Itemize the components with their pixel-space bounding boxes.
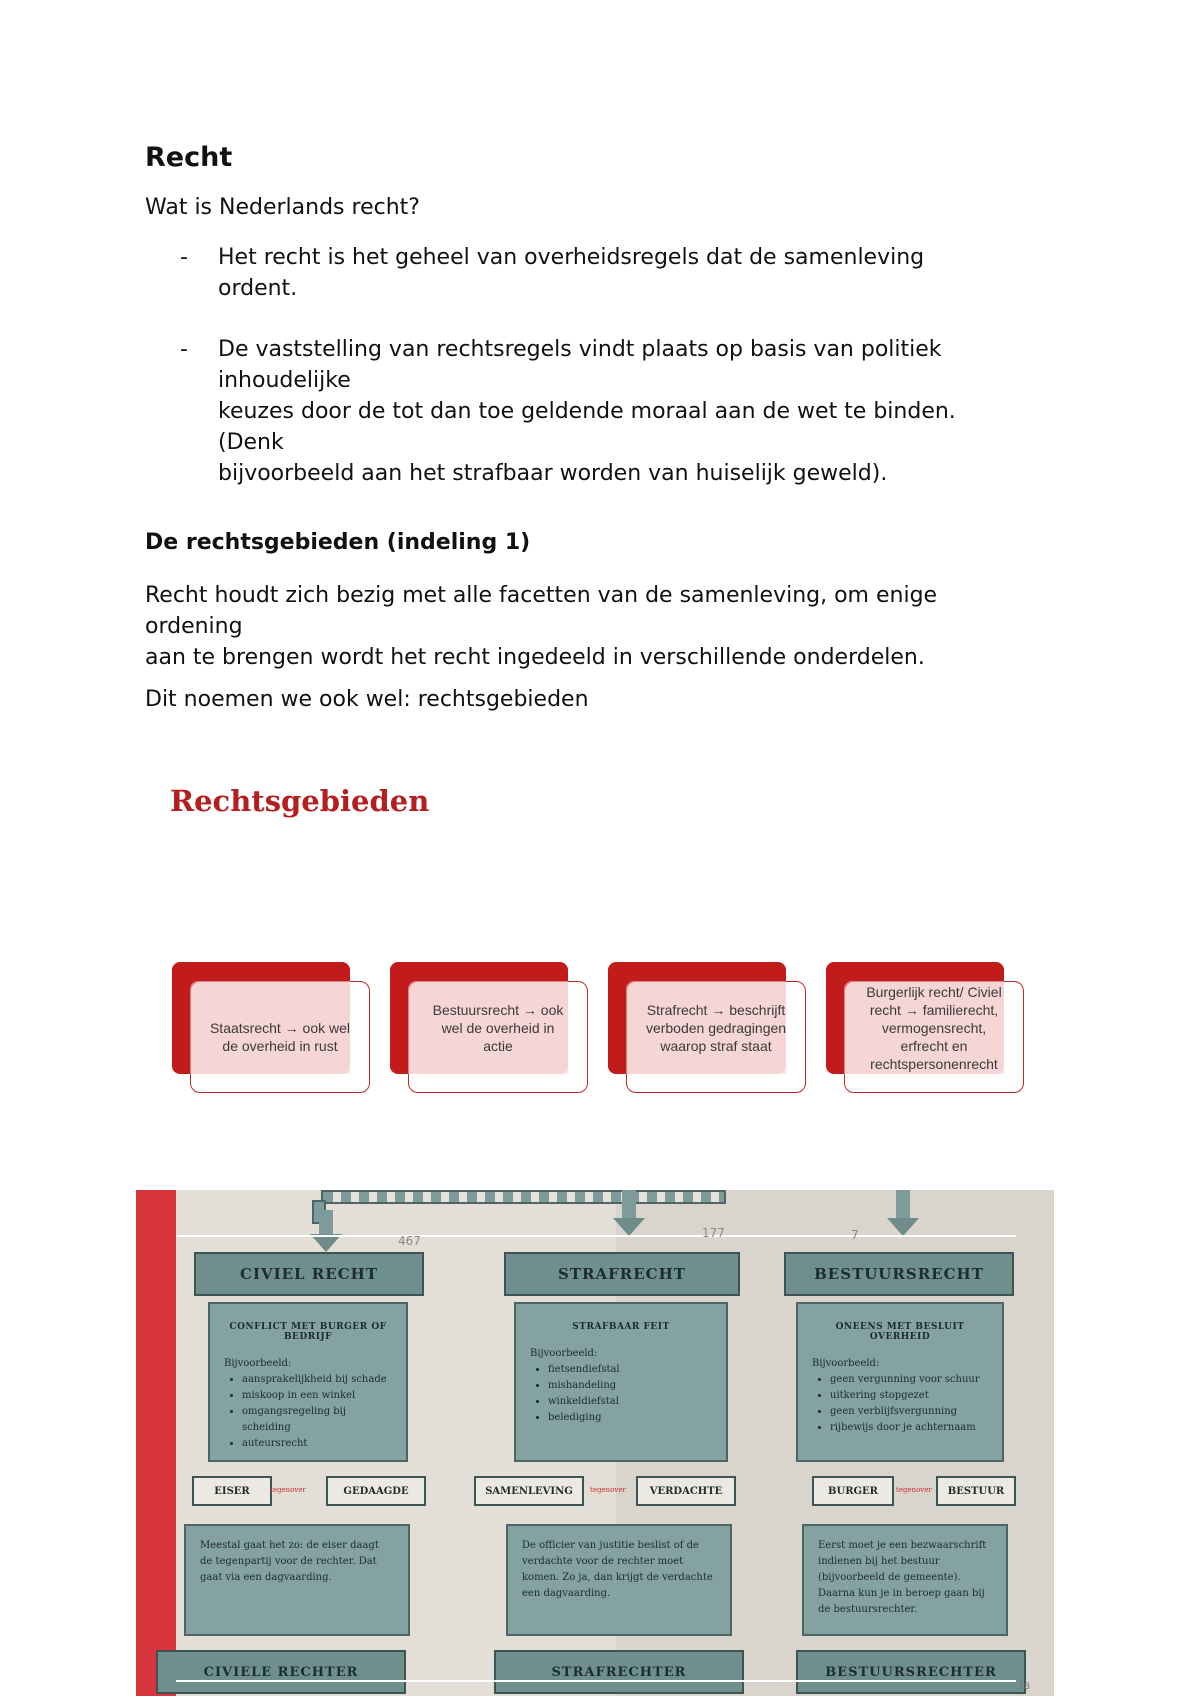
list-item: • auteursrecht: [242, 1436, 392, 1452]
bullet-item: [218, 242, 1118, 304]
procedure-panel: Eerst moet je een bezwaarschrift indienen bij het bestuur (bijvoorbeeld de gemeente). Daarna kun je in beroep gaan bij de bestuursrechter.: [802, 1524, 1008, 1636]
example-label: Bijvoorbeeld:: [224, 1358, 292, 1369]
rechtsgebieden-slide: [150, 770, 1050, 1110]
card-line: Strafrecht → beschrijft: [646, 1002, 786, 1018]
bullet-line: (Denk: [218, 430, 284, 455]
bullet-line: bijvoorbeeld aan het strafbaar worden van huiselijk geweld).: [218, 461, 888, 486]
card-line: actie: [483, 1038, 513, 1054]
party-left: SAMENLEVING: [474, 1476, 584, 1506]
bullet-line: Het recht is het geheel van overheidsregels dat de samenleving: [218, 245, 925, 270]
list-item: • omgangsregeling bij scheiding: [242, 1404, 392, 1436]
panel-title: CONFLICT MET BURGER OF BEDRIJF: [229, 1322, 387, 1342]
party-right: GEDAAGDE: [326, 1476, 426, 1506]
card-line: de overheid in rust: [222, 1038, 338, 1054]
connector-bar: [321, 1190, 726, 1204]
example-list: [812, 1372, 988, 1436]
bullet-item: [218, 334, 1118, 489]
list-item: • uitkering stopgezet: [830, 1388, 988, 1404]
court-banner: STRAFRECHTER: [494, 1650, 744, 1694]
intro-paragraph: [145, 580, 937, 673]
red-book-edge: [136, 1190, 176, 1696]
list-item: • aansprakelijkheid bij schade: [242, 1372, 392, 1388]
intro-line: Recht houdt zich bezig met alle facetten van de samenleving, om enige: [145, 583, 938, 608]
card-text: [630, 981, 802, 1093]
card-strafrecht: [608, 962, 808, 1094]
page-mark: 177: [702, 1226, 725, 1240]
card-bestuursrecht: [390, 962, 590, 1094]
intro-last-line: Dit noemen we ook wel: rechtsgebieden: [145, 687, 589, 712]
card-line: erfrecht en: [900, 1038, 968, 1054]
versus-label: tegenover: [590, 1486, 626, 1494]
panel-title: STRAFBAAR FEIT: [572, 1322, 670, 1332]
procedure-panel: Meestal gaat het zo: de eiser daagt de tegenpartij voor de rechter. Dat gaat via een dagvaarding.: [184, 1524, 410, 1636]
page-number: 18: [1018, 1682, 1030, 1692]
party-right: VERDACHTE: [636, 1476, 736, 1506]
card-line: vermogensrecht,: [881, 1020, 987, 1036]
example-list: [224, 1372, 392, 1452]
list-item: • geen verblijfsvergunning: [830, 1404, 988, 1420]
column-title-banner: STRAFRECHT: [504, 1252, 740, 1296]
arrow-down-icon: [622, 1190, 636, 1218]
intro-line: aan te brengen wordt het recht ingedeeld in verschillende onderdelen.: [145, 645, 925, 670]
card-burgerlijk-recht: [826, 962, 1026, 1094]
scan-line: [176, 1235, 1016, 1237]
column-panel: [208, 1302, 408, 1462]
page-mark: 7: [851, 1228, 859, 1242]
card-line: recht → familierecht,: [869, 1002, 999, 1018]
bullet-line: keuzes door de tot dan toe geldende moraal aan de wet te binden.: [218, 399, 956, 424]
slide-title: Rechtsgebieden: [170, 784, 430, 818]
list-item: • miskoop in een winkel: [242, 1388, 392, 1404]
bullet-line: ordent.: [218, 276, 298, 301]
example-label: Bijvoorbeeld:: [530, 1348, 598, 1359]
card-line: verboden gedragingen: [645, 1020, 787, 1036]
card-line: Bestuursrecht → ook: [432, 1002, 564, 1018]
party-right: BESTUUR: [936, 1476, 1016, 1506]
card-line: Staatsrecht → ook wel: [209, 1020, 351, 1036]
procedure-panel: De officier van justitie beslist of de verdachte voor de rechter moet komen. Zo ja, dan krijgt de verdachte een dagvaarding.: [506, 1524, 732, 1636]
party-left: BURGER: [812, 1476, 894, 1506]
page-mark: 467: [398, 1234, 421, 1248]
list-item: • rijbewijs door je achternaam: [830, 1420, 988, 1436]
card-text: [194, 981, 366, 1093]
bullet-line: inhoudelijke: [218, 368, 351, 393]
list-item: • mishandeling: [548, 1378, 712, 1394]
example-label: Bijvoorbeeld:: [812, 1358, 880, 1369]
list-item: • winkeldiefstal: [548, 1394, 712, 1410]
bullet-dash: -: [180, 245, 188, 270]
arrow-head-icon: [613, 1218, 645, 1236]
card-line: Burgerlijk recht/ Civiel: [866, 984, 1002, 1000]
scan-line: [176, 1680, 1016, 1682]
textbook-photo: [136, 1190, 1054, 1696]
card-line: waarop straf staat: [660, 1038, 772, 1054]
intro-line: ordening: [145, 614, 243, 639]
bullet-line: De vaststelling van rechtsregels vindt plaats op basis van politiek: [218, 337, 942, 362]
card-text: [412, 981, 584, 1093]
column-title-banner: CIVIEL RECHT: [194, 1252, 424, 1296]
panel-title: ONEENS MET BESLUIT OVERHEID: [835, 1322, 965, 1342]
arrow-down-icon: [896, 1190, 910, 1218]
party-left: EISER: [192, 1476, 272, 1506]
card-line: wel de overheid in: [441, 1020, 555, 1036]
list-item: • belediging: [548, 1410, 712, 1426]
list-item: • geen vergunning voor schuur: [830, 1372, 988, 1388]
column-panel: [514, 1302, 728, 1462]
column-panel: [796, 1302, 1004, 1462]
list-item: • fietsendiefstal: [548, 1362, 712, 1378]
card-staatsrecht: [172, 962, 372, 1094]
versus-label: tegenover: [896, 1486, 932, 1494]
example-list: [530, 1362, 712, 1426]
bullet-dash: -: [180, 337, 188, 362]
page-heading: Recht: [145, 142, 233, 173]
arrow-head-icon: [887, 1218, 919, 1236]
card-line: rechtspersonenrecht: [870, 1056, 998, 1072]
versus-label: tegenover: [270, 1486, 306, 1494]
court-banner: CIVIELE RECHTER: [156, 1650, 406, 1694]
section-heading: De rechtsgebieden (indeling 1): [145, 530, 531, 555]
question-text: Wat is Nederlands recht?: [145, 195, 420, 220]
court-banner: BESTUURSRECHTER: [796, 1650, 1026, 1694]
card-text: [848, 981, 1020, 1093]
column-title-banner: BESTUURSRECHT: [784, 1252, 1014, 1296]
